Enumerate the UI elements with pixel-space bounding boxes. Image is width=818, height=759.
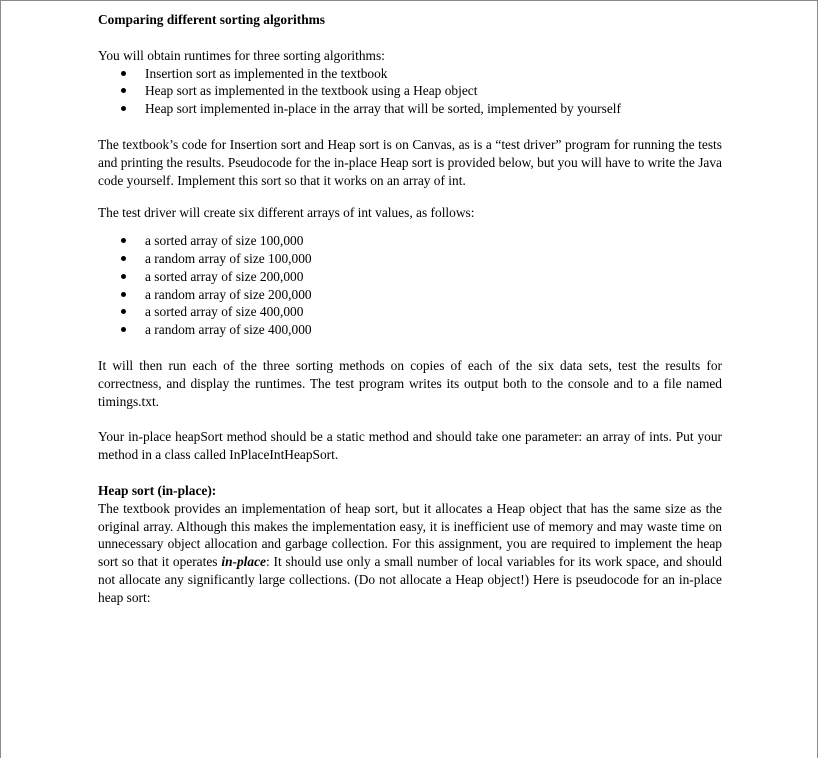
list-item: Insertion sort as implemented in the textbook — [98, 65, 722, 83]
heap-sort-paragraph: The textbook provides an implementation of heap sort, but it allocates a Heap object that has the same size as the original array. Although this makes the implementation easy, it is inefficient use of memory and may waste time on unnecessary object allocation and garbage collection. For this assignment, you are required to implement the heap sort so that it operates in-place: It should use only a small number of local variables for its work space, and should not allocate any significantly large collections. (Do not allocate a Heap object!) Here is pseudocode for an in-place heap sort: — [98, 500, 722, 605]
list-item: Heap sort as implemented in the textbook using a Heap object — [98, 82, 722, 100]
array-list — [98, 232, 722, 339]
bullet-icon — [121, 71, 126, 76]
bullet-icon — [121, 88, 126, 93]
bullet-icon — [121, 309, 126, 314]
list-item: a random array of size 100,000 — [98, 250, 722, 268]
list-item: a sorted array of size 100,000 — [98, 232, 722, 250]
driver-intro-text: The test driver will create six different arrays of int values, as follows: — [98, 205, 475, 221]
document-title: Comparing different sorting algorithms — [98, 12, 326, 27]
list-item: a random array of size 400,000 — [98, 321, 722, 339]
bullet-icon — [121, 327, 126, 332]
run-paragraph: It will then run each of the three sorting methods on copies of each of the six data sets, test the results for correctness, and display the runtimes. The test program writes its output both to the console and to a file named timings.txt. — [98, 357, 722, 409]
intro-text: You will obtain runtimes for three sorting algorithms: — [98, 47, 385, 63]
heap-sort-heading: Heap sort (in-place): — [98, 482, 217, 498]
bullet-icon — [121, 106, 126, 111]
method-paragraph: Your in-place heapSort method should be a static method and should take one parameter: an array of ints. Put your method in a class called InPlaceIntHeapSort. — [98, 429, 722, 463]
in-place-emphasis: in-place — [221, 554, 266, 570]
algorithm-list — [98, 65, 722, 118]
bullet-icon — [121, 292, 126, 297]
bullet-icon — [121, 256, 126, 261]
code-paragraph: The textbook’s code for Insertion sort and Heap sort is on Canvas, as is a “test driver” program for running the tests and printing the results. Pseudocode for the in-place Heap sort is provided below, but you will have to write the Java code yourself. Implement this sort so that it works on an array of int. — [98, 136, 722, 188]
bullet-icon — [121, 238, 126, 243]
list-item: a sorted array of size 200,000 — [98, 268, 722, 286]
list-item: Heap sort implemented in-place in the array that will be sorted, implemented by yourself — [98, 100, 722, 118]
bullet-icon — [121, 274, 126, 279]
list-item: a sorted array of size 400,000 — [98, 303, 722, 321]
list-item: a random array of size 200,000 — [98, 286, 722, 304]
document-body — [98, 11, 722, 607]
